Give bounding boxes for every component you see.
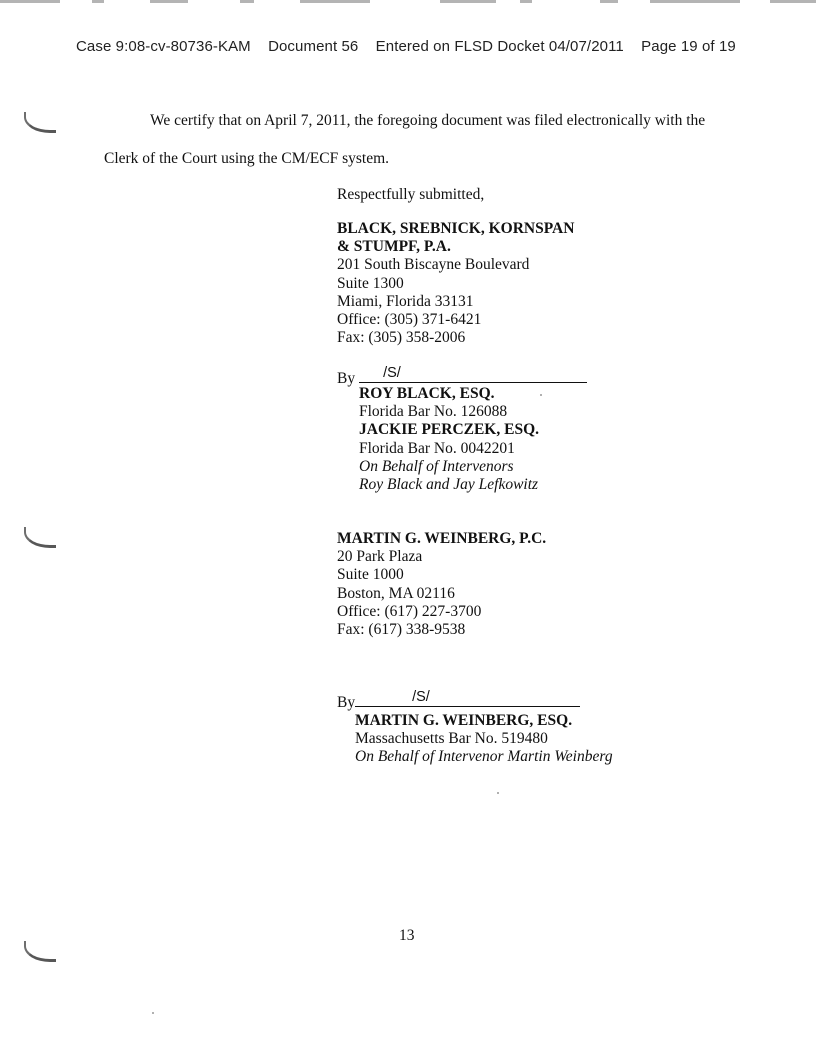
document-number: Document 56 <box>268 38 359 55</box>
attorney-name-jackie-perczek: JACKIE PERCZEK, ESQ. <box>359 421 540 439</box>
on-behalf-line: On Behalf of Intervenor Martin Weinberg <box>355 748 613 766</box>
firm-block-weinberg <box>337 530 546 639</box>
attorney-name-roy-black: ROY BLACK, ESQ. <box>359 385 495 402</box>
certificate-line-2: Clerk of the Court using the CM/ECF system. <box>104 150 390 167</box>
firm-office-phone: Office: (305) 371-6421 <box>337 311 482 329</box>
docket-entry-date: Entered on FLSD Docket 04/07/2011 <box>375 38 624 55</box>
scan-speck <box>497 792 499 794</box>
firm-fax: Fax: (305) 358-2006 <box>337 329 466 347</box>
signatory-block-weinberg <box>355 712 613 767</box>
firm-address-city: Boston, MA 02116 <box>337 584 455 602</box>
bar-number-roy-black: Florida Bar No. 126088 <box>359 403 508 421</box>
firm-address-suite: Suite 1300 <box>337 274 404 292</box>
firm-name: MARTIN G. WEINBERG, P.C. <box>337 530 547 547</box>
signature-underline <box>359 367 587 383</box>
on-behalf-line-2: Roy Black and Jay Lefkowitz <box>359 476 539 494</box>
certificate-line-1: We certify that on April 7, 2011, the foregoing document was filed electronically with the <box>150 112 706 129</box>
binder-hole-mark-top <box>24 112 56 133</box>
binder-hole-mark-bottom <box>24 941 56 962</box>
firm-address-suite: Suite 1000 <box>337 566 404 584</box>
signature-underline <box>355 691 580 707</box>
closing-phrase: Respectfully submitted, <box>337 186 485 203</box>
bar-number-jackie-perczek: Florida Bar No. 0042201 <box>359 439 515 457</box>
case-number: Case 9:08-cv-80736-KAM <box>76 38 251 55</box>
electronic-signature: /S/ <box>412 689 430 705</box>
by-label: By <box>337 370 356 387</box>
binder-hole-mark-middle <box>24 527 56 548</box>
signatory-block-black <box>359 385 539 494</box>
ecf-filing-header <box>76 38 736 55</box>
page-number: 13 <box>399 927 415 944</box>
signature-line-weinberg <box>337 691 580 712</box>
firm-name-line-1: BLACK, SREBNICK, KORNSPAN <box>337 220 575 237</box>
page-count: Page 19 of 19 <box>641 38 736 55</box>
scan-speck <box>540 394 542 396</box>
scan-artifact-top <box>0 0 816 10</box>
electronic-signature: /S/ <box>383 365 401 381</box>
firm-fax: Fax: (617) 338-9538 <box>337 621 466 639</box>
firm-address-street: 201 South Biscayne Boulevard <box>337 256 530 274</box>
bar-number-martin-weinberg: Massachusetts Bar No. 519480 <box>355 730 548 748</box>
firm-address-city: Miami, Florida 33131 <box>337 292 474 310</box>
firm-address-street: 20 Park Plaza <box>337 548 423 566</box>
by-label: By <box>337 694 356 711</box>
scan-speck <box>152 1012 154 1014</box>
on-behalf-line-1: On Behalf of Intervenors <box>359 457 514 475</box>
attorney-name-martin-weinberg: MARTIN G. WEINBERG, ESQ. <box>355 712 573 729</box>
firm-office-phone: Office: (617) 227-3700 <box>337 602 482 620</box>
firm-block-black-srebnick <box>337 220 574 347</box>
firm-name-line-2: & STUMPF, P.A. <box>337 238 451 256</box>
